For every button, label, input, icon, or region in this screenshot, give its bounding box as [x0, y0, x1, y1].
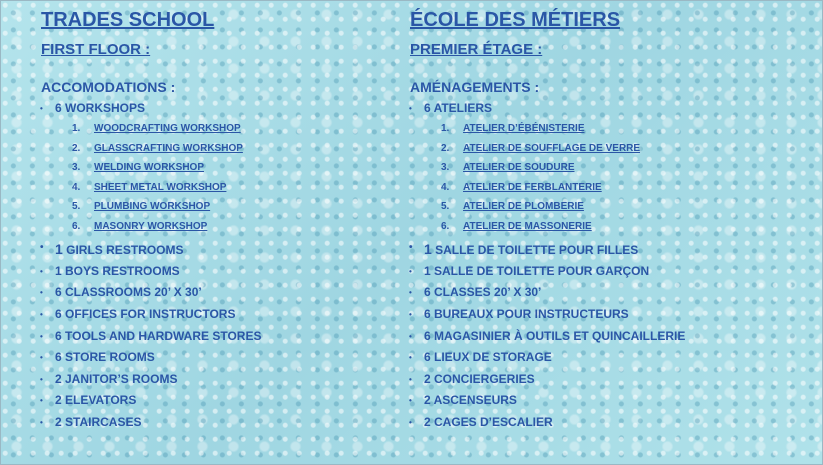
english-accommodations-heading: ACCOMODATIONS : — [41, 79, 176, 95]
french-list-item: • 6 LIEUX DE STORAGE — [409, 350, 552, 364]
english-workshop-item[interactable]: 2. GLASSCRAFTING WORKSHOP — [72, 143, 243, 154]
french-girls-restrooms-item: • 1 SALLE DE TOILETTE POUR FILLES — [409, 241, 639, 257]
english-workshop-item[interactable]: 1. WOODCRAFTING WORKSHOP — [72, 123, 241, 134]
bullet-icon: • — [409, 267, 412, 276]
bullet-icon: • — [409, 310, 412, 319]
english-workshop-item[interactable]: 6. MASONRY WORKSHOP — [72, 221, 208, 232]
bullet-icon: • — [409, 242, 413, 253]
bullet-icon: • — [409, 396, 412, 405]
bullet-icon: • — [40, 332, 43, 341]
french-workshop-item[interactable]: 1. ATELIER D’ÉBÉNISTERIE — [441, 123, 585, 134]
bullet-icon: • — [409, 332, 412, 341]
bullet-icon: • — [409, 418, 412, 427]
english-title: TRADES SCHOOL — [41, 9, 215, 31]
bullet-icon: • — [409, 104, 412, 113]
english-list-item: • 6 STORE ROOMS — [40, 350, 155, 364]
english-workshop-item[interactable]: 3. WELDING WORKSHOP — [72, 162, 204, 173]
french-workshops-item: • 6 ATELIERS — [409, 101, 493, 115]
english-list-item: • 2 JANITOR’S ROOMS — [40, 372, 178, 386]
english-list-item: • 2 ELEVATORS — [40, 393, 137, 407]
english-workshops-item: • 6 WORKSHOPS — [40, 101, 146, 115]
english-floor-heading: FIRST FLOOR : — [41, 41, 151, 58]
french-list-item: • 2 CONCIERGERIES — [409, 372, 535, 386]
french-list-item: • 6 CLASSES 20’ X 30’ — [409, 285, 542, 299]
bullet-icon: • — [40, 375, 43, 384]
french-workshop-item[interactable]: 5. ATELIER DE PLOMBERIE — [441, 201, 584, 212]
bullet-icon: • — [40, 310, 43, 319]
french-list-item: • 2 ASCENSEURS — [409, 393, 517, 407]
english-column — [1, 1, 401, 464]
bullet-icon: • — [40, 242, 44, 253]
bullet-icon: • — [40, 104, 43, 113]
bullet-icon: • — [40, 353, 43, 362]
english-workshop-item[interactable]: 5. PLUMBING WORKSHOP — [72, 201, 211, 212]
english-list-item: • 6 CLASSROOMS 20’ X 30’ — [40, 285, 202, 299]
english-girls-restrooms-item: • 1 GIRLS RESTROOMS — [40, 241, 184, 257]
french-accommodations-heading: AMÉNAGEMENTS : — [410, 79, 540, 95]
bullet-icon: • — [409, 288, 412, 297]
bullet-icon: • — [409, 375, 412, 384]
bullet-icon: • — [409, 353, 412, 362]
bullet-icon: • — [40, 267, 43, 276]
french-workshop-item[interactable]: 6. ATELIER DE MASSONERIE — [441, 221, 592, 232]
french-list-item: • 1 SALLE DE TOILETTE POUR GARÇON — [409, 264, 650, 278]
french-list-item: • 6 BUREAUX POUR INSTRUCTEURS — [409, 307, 629, 321]
english-list-item: • 1 BOYS RESTROOMS — [40, 264, 180, 278]
french-workshop-item[interactable]: 3. ATELIER DE SOUDURE — [441, 162, 575, 173]
french-floor-heading: PREMIER ÉTAGE : — [410, 41, 543, 58]
english-workshop-item[interactable]: 4. SHEET METAL WORKSHOP — [72, 182, 227, 193]
french-workshop-item[interactable]: 4. ATELIER DE FERBLANTERIE — [441, 182, 602, 193]
english-list-item: • 6 OFFICES FOR INSTRUCTORS — [40, 307, 236, 321]
bullet-icon: • — [40, 396, 43, 405]
french-list-item: • 2 CAGES D’ESCALIER — [409, 415, 553, 429]
english-list-item: • 2 STAIRCASES — [40, 415, 142, 429]
french-list-item: • 6 MAGASINIER À OUTILS ET QUINCAILLERIE — [409, 329, 686, 343]
english-list-item: • 6 TOOLS AND HARDWARE STORES — [40, 329, 262, 343]
french-workshop-item[interactable]: 2. ATELIER DE SOUFFLAGE DE VERRE — [441, 143, 641, 154]
bullet-icon: • — [40, 418, 43, 427]
french-column — [370, 1, 770, 464]
bullet-icon: • — [40, 288, 43, 297]
french-title: ÉCOLE DES MÉTIERS — [410, 9, 621, 31]
